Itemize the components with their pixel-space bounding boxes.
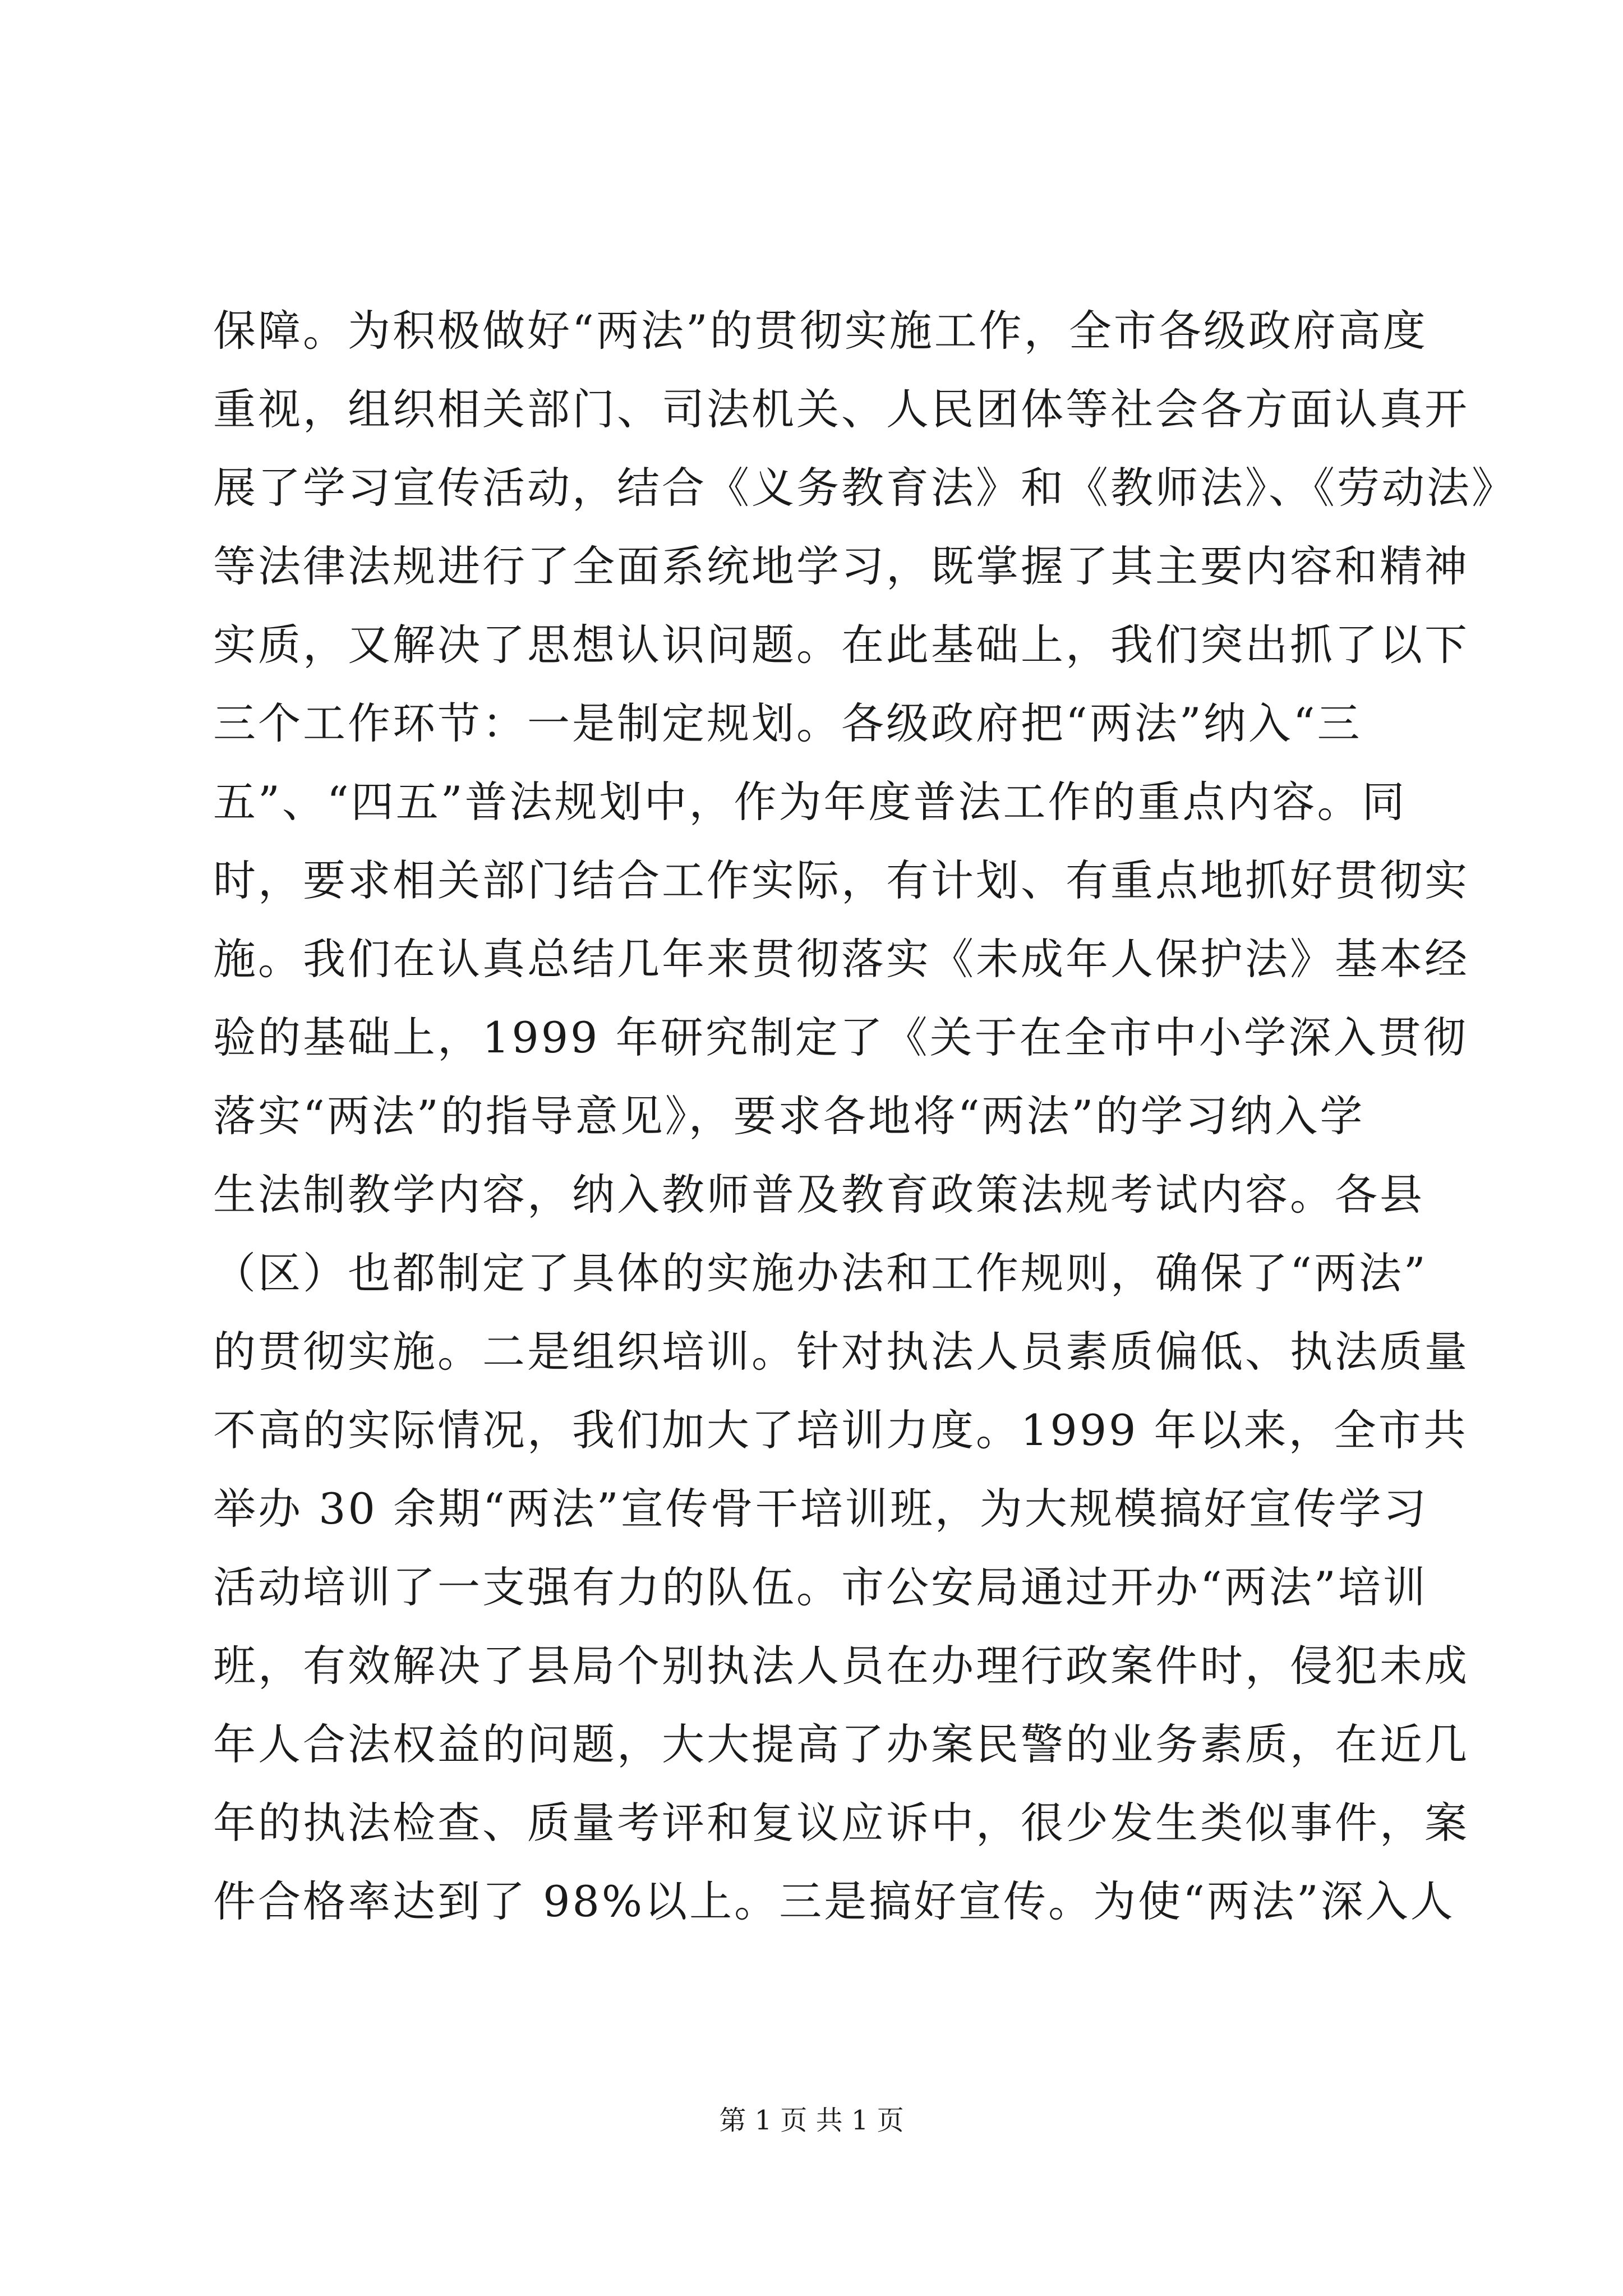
text-line-14: 的贯彻实施。二是组织培训。针对执法人员素质偏低、执法质量 (213, 1327, 1469, 1377)
text-line-17: 活动培训了一支强有力的队伍。市公安局通过开办“两法”培训 (213, 1562, 1428, 1612)
text-line-2: 重视，组织相关部门、司法机关、人民团体等社会各方面认真开 (213, 384, 1469, 434)
text-line-10: 验的基础上，1999 年研究制定了《关于在全市中小学深入贯彻 (213, 1013, 1468, 1062)
text-line-3: 展了学习宣传活动，结合《义务教育法》和《教师法》、《劳动法》 (213, 463, 1516, 513)
text-line-20: 年的执法检查、质量考评和复议应诉中，很少发生类似事件，案 (213, 1798, 1469, 1848)
text-line-16: 举办 30 余期“两法”宣传骨干培训班，为大规模搞好宣传学习 (213, 1484, 1428, 1534)
text-line-5: 实质，又解决了思想认识问题。在此基础上，我们突出抓了以下 (213, 620, 1469, 670)
text-line-13: （区）也都制定了具体的实施办法和工作规则，确保了“两法” (213, 1248, 1428, 1298)
text-line-8: 时，要求相关部门结合工作实际，有计划、有重点地抓好贯彻实 (213, 855, 1469, 905)
text-line-11: 落实“两法”的指导意见》，要求各地将“两法”的学习纳入学 (213, 1091, 1365, 1141)
text-line-6: 三个工作环节：一是制定规划。各级政府把“两法”纳入“三 (213, 698, 1362, 748)
text-line-12: 生法制教学内容，纳入教师普及教育政策法规考试内容。各县 (213, 1170, 1424, 1220)
text-line-15: 不高的实际情况，我们加大了培训力度。1999 年以来，全市共 (213, 1405, 1468, 1455)
text-line-1: 保障。为积极做好“两法”的贯彻实施工作，全市各级政府高度 (213, 306, 1428, 356)
text-line-18: 班，有效解决了县局个别执法人员在办理行政案件时，侵犯未成 (213, 1641, 1469, 1691)
text-line-21: 件合格率达到了 98%以上。三是搞好宣传。为使“两法”深入人 (213, 1876, 1455, 1926)
text-line-19: 年人合法权益的问题，大大提高了办案民警的业务素质，在近几 (213, 1719, 1469, 1769)
text-line-4: 等法律法规进行了全面系统地学习，既掌握了其主要内容和精神 (213, 541, 1469, 591)
text-line-7: 五”、“四五”普法规划中，作为年度普法工作的重点内容。同 (213, 777, 1407, 827)
text-line-9: 施。我们在认真总结几年来贯彻落实《未成年人保护法》基本经 (213, 934, 1469, 984)
page-footer: 第 1 页 共 1 页 (719, 2105, 904, 2136)
